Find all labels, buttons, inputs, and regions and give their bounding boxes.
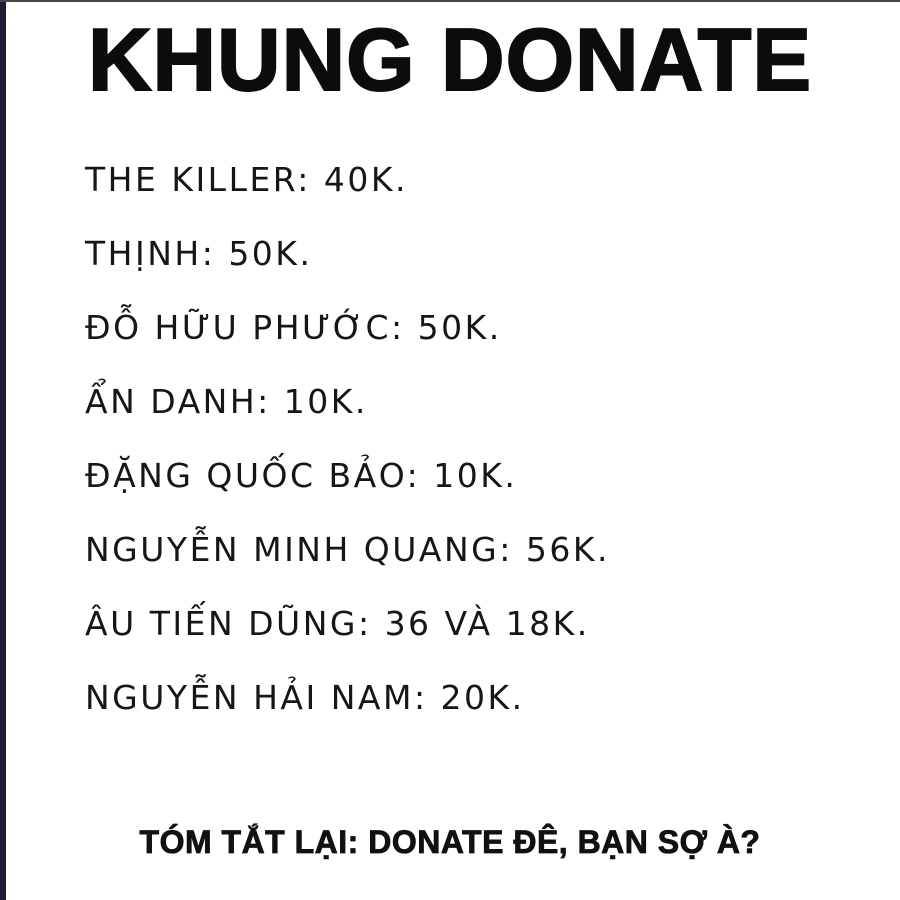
page-title: KHUNG DONATE	[87, 10, 813, 109]
donation-line: ÂU TIẾN DŨNG: 36 VÀ 18K.	[85, 604, 590, 643]
summary-text: TÓM TẮT LẠI: DONATE ĐÊ, BẠN SỢ À?	[139, 824, 761, 860]
donation-line: THỊNH: 50K.	[85, 234, 313, 273]
donation-line: ĐỖ HỮU PHƯỚC: 50K.	[85, 308, 502, 347]
donation-line: ẨN DANH: 10K.	[85, 382, 368, 421]
donation-line: THE KILLER: 40K.	[85, 160, 408, 199]
donation-line: ĐẶNG QUỐC BẢO: 10K.	[85, 456, 518, 495]
donation-line: NGUYỄN HẢI NAM: 20K.	[85, 678, 525, 717]
left-border	[0, 0, 6, 900]
donation-list	[85, 143, 870, 735]
donation-line: NGUYỄN MINH QUANG: 56K.	[85, 530, 610, 569]
top-border	[0, 0, 900, 2]
